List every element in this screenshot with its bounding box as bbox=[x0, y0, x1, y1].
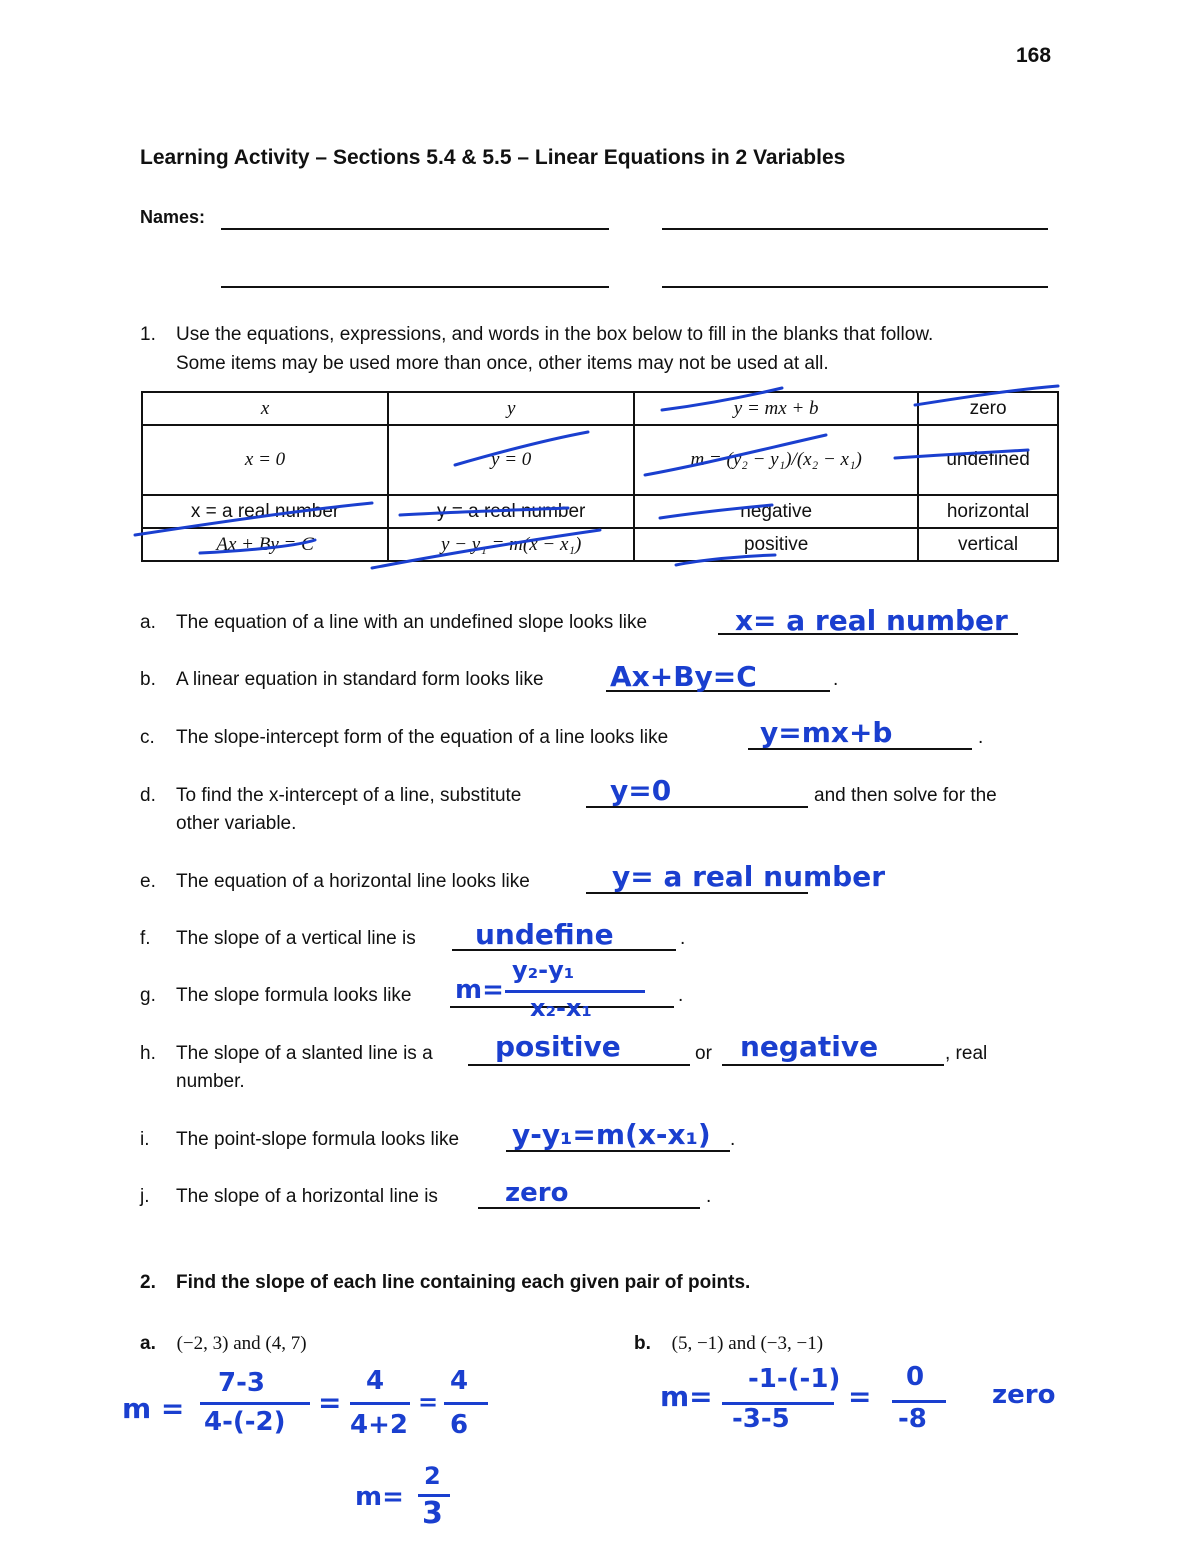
item-text: The slope of a slanted line is a bbox=[176, 1043, 433, 1064]
work-2a-eq1: = bbox=[318, 1386, 342, 1419]
work-2a-frac2-den: 4+2 bbox=[350, 1410, 408, 1440]
work-2a-frac3-bar bbox=[444, 1402, 488, 1405]
item-label: i. bbox=[140, 1129, 150, 1150]
work-2a-frac1-den: 4-(-2) bbox=[204, 1407, 286, 1437]
answer-h1: positive bbox=[495, 1030, 621, 1063]
item-text: The equation of a line with an undefined slope looks like bbox=[176, 612, 648, 633]
question-text: Find the slope of each line containing each given pair of points. bbox=[176, 1272, 751, 1293]
bank-cell: y = a real number bbox=[388, 495, 634, 528]
bank-cell: vertical bbox=[918, 528, 1058, 561]
bank-cell: m = (y₂ − y₁)/(x₂ − x₁) bbox=[634, 425, 918, 495]
work-2a-eq2: = bbox=[418, 1388, 439, 1416]
names-label: Names: bbox=[140, 207, 206, 227]
item-label: d. bbox=[140, 785, 156, 806]
answer-b: Ax+By=C bbox=[610, 660, 757, 693]
item-label: e. bbox=[140, 871, 156, 892]
work-2b-frac2-num: 0 bbox=[906, 1362, 925, 1392]
item-text: The slope-intercept form of the equation of a line looks like bbox=[176, 727, 669, 748]
work-2a-frac1-num: 7-3 bbox=[218, 1368, 265, 1398]
answer-g-numerator: y₂-y₁ bbox=[512, 956, 575, 984]
answer-g-fraction-bar bbox=[505, 990, 645, 993]
item-label: j. bbox=[140, 1186, 150, 1207]
problem-2b bbox=[634, 1333, 823, 1355]
work-2b-frac1-num: -1-(-1) bbox=[748, 1364, 841, 1394]
answer-f: undefine bbox=[475, 918, 614, 951]
item-text: The slope of a horizontal line is bbox=[176, 1186, 438, 1207]
name-line-3[interactable] bbox=[221, 286, 609, 288]
item-label: a. bbox=[140, 612, 156, 633]
bank-cell: y − y₁ = m(x − x₁) bbox=[388, 528, 634, 561]
item-continuation: other variable. bbox=[176, 813, 297, 834]
item-after: and then solve for the bbox=[814, 785, 997, 806]
answer-e: y= a real number bbox=[612, 860, 886, 893]
work-2a-final-den: 3 bbox=[422, 1496, 443, 1531]
bank-cell: undefined bbox=[918, 425, 1058, 495]
item-text: A linear equation in standard form looks like bbox=[176, 669, 544, 690]
work-2b-answer: zero bbox=[992, 1380, 1056, 1410]
answer-h2: negative bbox=[740, 1030, 879, 1063]
name-line-1[interactable] bbox=[221, 228, 609, 230]
item-end: . bbox=[680, 928, 686, 949]
question-number: 2. bbox=[140, 1272, 156, 1293]
item-end: . bbox=[833, 669, 839, 690]
work-2a-final-num: 2 bbox=[424, 1462, 441, 1490]
answer-j: zero bbox=[505, 1178, 569, 1208]
item-label: f. bbox=[140, 928, 151, 949]
item-text: The equation of a horizontal line looks like bbox=[176, 871, 530, 892]
work-2a-frac1-bar bbox=[200, 1402, 310, 1405]
item-end: . bbox=[730, 1129, 736, 1150]
question-number: 1. bbox=[140, 324, 156, 345]
work-2a-frac3-num: 4 bbox=[450, 1366, 469, 1396]
work-2a-final-m: m= bbox=[355, 1482, 404, 1512]
item-text: To find the x-intercept of a line, substitute bbox=[176, 785, 522, 806]
item-end: . bbox=[978, 727, 984, 748]
bank-cell: horizontal bbox=[918, 495, 1058, 528]
answer-c: y=mx+b bbox=[760, 716, 893, 749]
work-2b-frac2-den: -8 bbox=[898, 1404, 927, 1434]
bank-cell: zero bbox=[918, 392, 1058, 425]
problem-2a bbox=[140, 1333, 307, 1355]
problem-label: a. bbox=[140, 1333, 156, 1354]
item-text: The slope formula looks like bbox=[176, 985, 412, 1006]
instructions-line-2: Some items may be used more than once, other items may not be used at all. bbox=[176, 353, 829, 374]
bank-cell: y = mx + b bbox=[634, 392, 918, 425]
name-line-4[interactable] bbox=[662, 286, 1048, 288]
answer-blank-h1[interactable] bbox=[468, 1064, 690, 1066]
item-text: The slope of a vertical line is bbox=[176, 928, 416, 949]
item-after: , real bbox=[945, 1043, 988, 1064]
bank-cell: y = 0 bbox=[388, 425, 634, 495]
bank-cell: x bbox=[142, 392, 388, 425]
item-continuation: number. bbox=[176, 1071, 245, 1092]
item-label: b. bbox=[140, 669, 156, 690]
item-label: h. bbox=[140, 1043, 156, 1064]
instructions-line-1: Use the equations, expressions, and words in the box below to fill in the blanks that follow. bbox=[176, 324, 934, 345]
bank-cell: negative bbox=[634, 495, 918, 528]
work-2b-frac1-den: -3-5 bbox=[732, 1404, 790, 1434]
answer-blank-h2[interactable] bbox=[722, 1064, 944, 1066]
answer-i: y-y₁=m(x-x₁) bbox=[512, 1118, 711, 1151]
answer-g-m: m= bbox=[455, 975, 504, 1005]
item-end: . bbox=[706, 1186, 712, 1207]
problem-points: (5, −1) and (−3, −1) bbox=[671, 1333, 824, 1354]
page-title: Learning Activity – Sections 5.4 & 5.5 – Linear Equations in 2 Variables bbox=[140, 146, 846, 169]
answer-a: x= a real number bbox=[735, 604, 1008, 637]
answer-d: y=0 bbox=[610, 774, 672, 807]
work-2a-m: m = bbox=[122, 1392, 185, 1425]
item-end: . bbox=[678, 985, 684, 1006]
problem-label: b. bbox=[634, 1333, 651, 1354]
item-or: or bbox=[695, 1043, 712, 1064]
bank-cell: positive bbox=[634, 528, 918, 561]
item-text: The point-slope formula looks like bbox=[176, 1129, 460, 1150]
bank-cell: y bbox=[388, 392, 634, 425]
answer-g-denominator: x₂-x₁ bbox=[530, 994, 592, 1022]
work-2a-frac3-den: 6 bbox=[450, 1410, 469, 1440]
problem-points: (−2, 3) and (4, 7) bbox=[176, 1333, 307, 1354]
bank-cell: x = a real number bbox=[142, 495, 388, 528]
word-bank-table bbox=[141, 391, 1059, 562]
bank-cell: Ax + By = C bbox=[142, 528, 388, 561]
work-2b-m: m= bbox=[660, 1380, 713, 1413]
item-label: c. bbox=[140, 727, 155, 748]
work-2a-frac2-bar bbox=[350, 1402, 410, 1405]
bank-cell: x = 0 bbox=[142, 425, 388, 495]
name-line-2[interactable] bbox=[662, 228, 1048, 230]
question-instructions bbox=[176, 320, 1076, 378]
work-2b-eq1: = bbox=[848, 1380, 872, 1413]
work-2b-frac2-bar bbox=[892, 1400, 946, 1403]
item-label: g. bbox=[140, 985, 156, 1006]
work-2a-frac2-num: 4 bbox=[366, 1366, 385, 1396]
page-number: 168 bbox=[1016, 44, 1052, 67]
